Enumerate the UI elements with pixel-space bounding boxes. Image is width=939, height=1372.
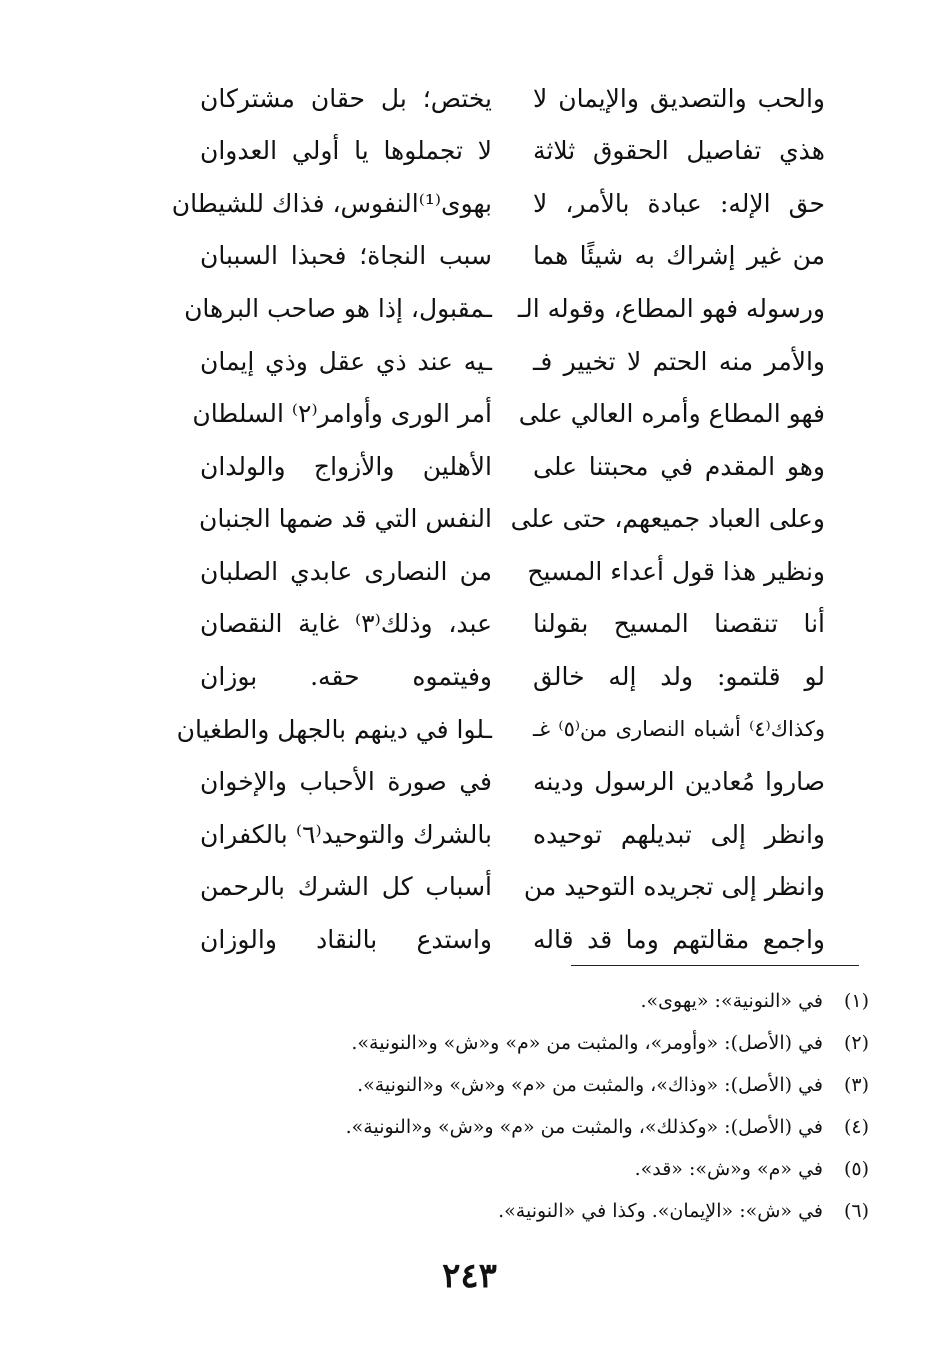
verse-line bbox=[200, 861, 825, 914]
footnote bbox=[309, 1148, 869, 1190]
verse-second-hemistich: عبد، وذلك⁽٣⁾ غاية النقصان bbox=[200, 609, 493, 639]
verse-second-hemistich: أمر الورى وأوامر⁽٢⁾ السلطان bbox=[192, 399, 492, 429]
verse-second-hemistich: بهوى⁽¹⁾النفوس، فذاك للشيطان bbox=[171, 188, 492, 218]
verse-first-hemistich: ونظير هذا قول أعداء المسيح bbox=[527, 556, 825, 586]
footnote-text: في «النونية»: «يهوى». bbox=[640, 990, 823, 1012]
verse-first-hemistich: واجمع مقالتهم وما قد قاله bbox=[533, 925, 825, 955]
verse-line bbox=[200, 598, 825, 651]
footnote bbox=[309, 980, 869, 1022]
page-number: ٢٤٣ bbox=[442, 1256, 497, 1296]
footnote bbox=[309, 1022, 869, 1064]
footnote-text: في (الأصل): «وكذلك»، والمثبت من «م» و«ش» و«النونية». bbox=[345, 1116, 823, 1138]
verse-first-hemistich: هذي تفاصيل الحقوق ثلاثة bbox=[533, 136, 825, 166]
verse-line bbox=[200, 72, 825, 125]
footnote bbox=[309, 1064, 869, 1106]
verse-first-hemistich: وهو المقدم في محبتنا على bbox=[533, 451, 825, 481]
verse-second-hemistich: الأهلين والأزواج والولدان bbox=[200, 451, 492, 481]
verse-line bbox=[200, 914, 825, 967]
verse-first-hemistich: والأمر منه الحتم لا تخيير فـ bbox=[533, 346, 825, 376]
verse-first-hemistich: أنا تنقصنا المسيح بقولنا bbox=[533, 609, 825, 639]
footnote bbox=[309, 1106, 869, 1148]
verse-second-hemistich: ـلوا في دينهم بالجهل والطغيان bbox=[176, 714, 492, 744]
verse-line bbox=[200, 125, 825, 178]
verse-first-hemistich: وانظر إلى تبديلهم توحيده bbox=[533, 819, 825, 849]
footnote bbox=[309, 1190, 869, 1232]
verse-second-hemistich: أسباب كل الشرك بالرحمن bbox=[200, 872, 492, 902]
verse-line bbox=[171, 177, 825, 230]
verse-first-hemistich: من غير إشراك به شيئًا هما bbox=[533, 241, 825, 271]
verse-second-hemistich: من النصارى عابدي الصلبان bbox=[200, 556, 492, 586]
verse-line bbox=[200, 545, 825, 598]
verse-line bbox=[192, 388, 825, 441]
verse-first-hemistich: وعلى العباد جميعهم، حتى على bbox=[510, 504, 825, 534]
footnote-number: (٤) bbox=[843, 1116, 869, 1138]
verse-line bbox=[200, 335, 825, 388]
verse-line bbox=[200, 808, 825, 861]
verse-first-hemistich: لو قلتمو: ولد إله خالق bbox=[533, 662, 825, 692]
verse-second-hemistich: ـمقبول، إذا هو صاحب البرهان bbox=[184, 293, 492, 323]
verse-line bbox=[200, 230, 825, 283]
verse-line bbox=[176, 703, 825, 756]
verse-first-hemistich: ورسوله فهو المطاع، وقوله الـ bbox=[517, 293, 825, 323]
verse-first-hemistich: فهو المطاع وأمره العالي على bbox=[518, 399, 825, 429]
verse-second-hemistich: النفس التي قد ضمها الجنبان bbox=[198, 504, 492, 534]
verse-first-hemistich: وكذاك⁽٤⁾ أشباه النصارى من⁽٥⁾ غـ bbox=[533, 716, 825, 741]
verse-line bbox=[184, 282, 825, 335]
verse-line bbox=[200, 493, 825, 546]
verse-first-hemistich: والحب والتصديق والإيمان لا bbox=[533, 83, 825, 113]
verse-second-hemistich: يختص؛ بل حقان مشتركان bbox=[200, 83, 492, 113]
verse-second-hemistich: في صورة الأحباب والإخوان bbox=[200, 767, 492, 797]
footnote-number: (٣) bbox=[843, 1074, 869, 1096]
verse-line bbox=[200, 756, 825, 809]
verse-second-hemistich: واستدع بالنقاد والوزان bbox=[200, 925, 492, 955]
verse-second-hemistich: وفيتموه حقه. بوزان bbox=[200, 662, 492, 692]
verse-first-hemistich: صاروا مُعادين الرسول ودينه bbox=[533, 767, 825, 797]
footnote-number: (٦) bbox=[843, 1200, 869, 1222]
verse-first-hemistich: وانظر إلى تجريده التوحيد من bbox=[523, 872, 825, 902]
verse-second-hemistich: بالشرك والتوحيد⁽٦⁾ بالكفران bbox=[200, 819, 492, 849]
footnote-text: في (الأصل): «وأومر»، والمثبت من «م» و«ش» و«النونية». bbox=[351, 1032, 823, 1054]
verse-first-hemistich: حق الإله: عبادة بالأمر، لا bbox=[533, 188, 825, 218]
footnote-number: (١) bbox=[843, 990, 869, 1012]
footnote-text: في (الأصل): «وذاك»، والمثبت من «م» و«ش» و«النونية». bbox=[357, 1074, 823, 1096]
footnote-divider bbox=[571, 965, 859, 966]
verse-line bbox=[200, 651, 825, 704]
verse-line bbox=[200, 440, 825, 493]
poem-verses bbox=[171, 72, 825, 966]
footnote-number: (٥) bbox=[843, 1158, 869, 1180]
verse-second-hemistich: لا تجملوها يا أولي العدوان bbox=[200, 136, 492, 166]
verse-second-hemistich: سبب النجاة؛ فحبذا السببان bbox=[200, 241, 492, 271]
footnotes bbox=[309, 980, 869, 1232]
footnote-text: في «م» و«ش»: «قد». bbox=[634, 1158, 823, 1180]
verse-second-hemistich: ـيه عند ذي عقل وذي إيمان bbox=[200, 346, 492, 376]
footnote-number: (٢) bbox=[843, 1032, 869, 1054]
footnote-text: في «ش»: «الإيمان». وكذا في «النونية». bbox=[498, 1200, 823, 1222]
